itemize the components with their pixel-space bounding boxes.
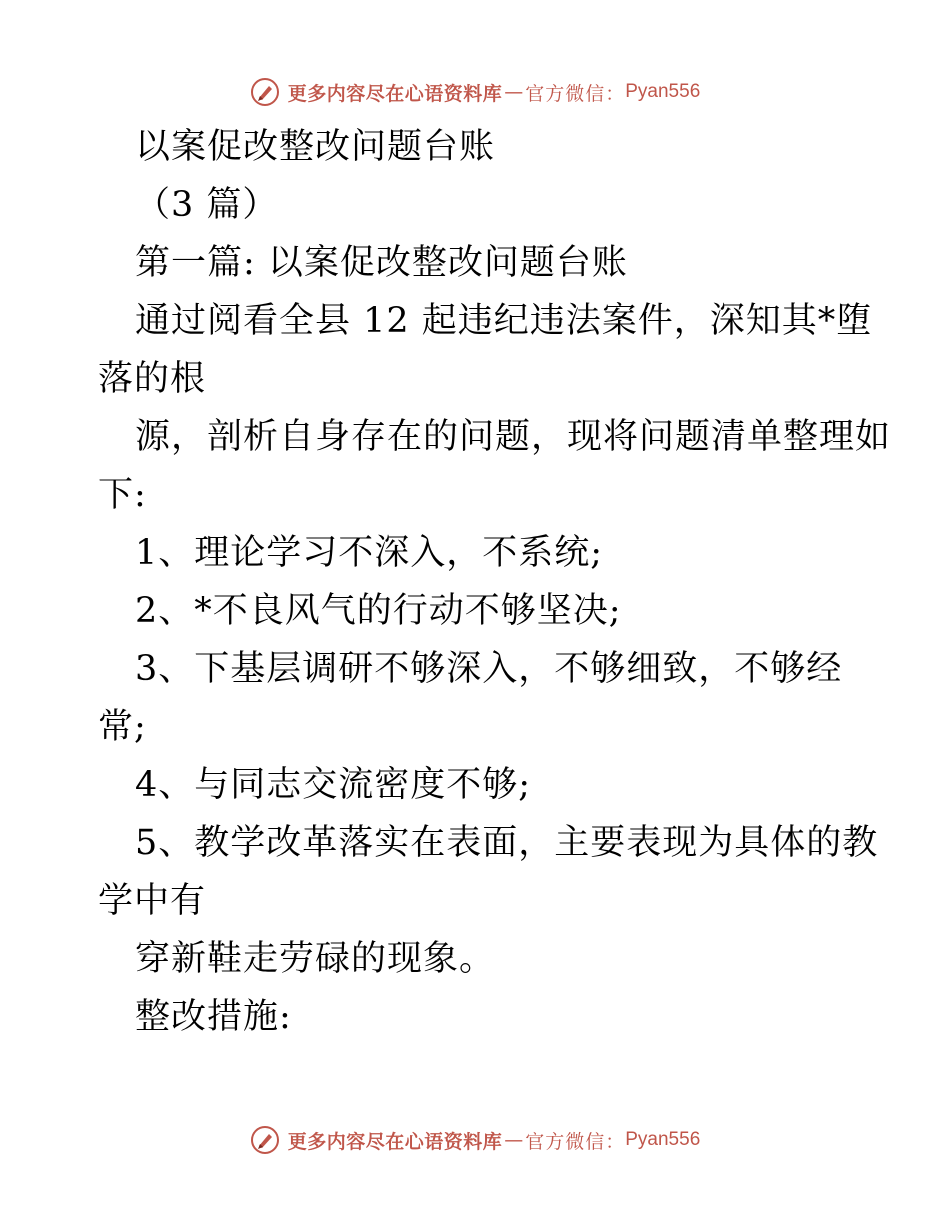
list-item: 1、理论学习不深入，不系统; [135,533,604,573]
list-item: 4、与同志交流密度不够; [135,765,532,805]
list-item: 3、下基层调研不够深入，不够细致，不够经 [135,649,843,689]
paragraph-line: 源，剖析自身存在的问题，现将问题清单整理如 [135,417,892,457]
paragraph-line: 穿新鞋走劳碌的现象。 [135,939,496,979]
watermark-separator: — [504,1129,524,1151]
watermark-main-text: 更多内容尽在心语资料库 [287,1130,503,1153]
section-heading: 整改措施: [135,997,292,1037]
list-item: 5、教学改革落实在表面，主要表现为具体的教 [135,823,879,863]
footer-watermark [0,1120,950,1160]
watermark-main-text: 更多内容尽在心语资料库 [287,82,503,105]
watermark-wechat-id: Pyan556 [625,1129,701,1150]
paragraph-line: 通过阅看全县 12 起违纪违法案件，深知其*堕 [135,301,873,341]
pen-nib-logo-icon [250,1125,280,1155]
watermark-side-text: 官方微信： [525,82,626,105]
paragraph-line: 落的根 [98,359,207,399]
list-item: 2、*不良风气的行动不够坚决; [135,591,622,631]
header-watermark [0,72,950,112]
watermark-side-text: 官方微信： [525,1130,626,1153]
watermark-wechat-id: Pyan556 [625,81,701,102]
pen-nib-logo-icon [250,77,280,107]
list-item-continuation: 学中有 [98,881,207,921]
doc-subtitle: （3 篇） [135,185,279,225]
doc-title: 以案促改整改问题台账 [135,127,496,167]
section-heading: 第一篇: 以案促改整改问题台账 [135,243,628,283]
watermark-separator: — [504,81,524,103]
paragraph-line: 下: [98,475,147,515]
document-body [98,118,892,1046]
list-item-continuation: 常; [98,707,147,747]
